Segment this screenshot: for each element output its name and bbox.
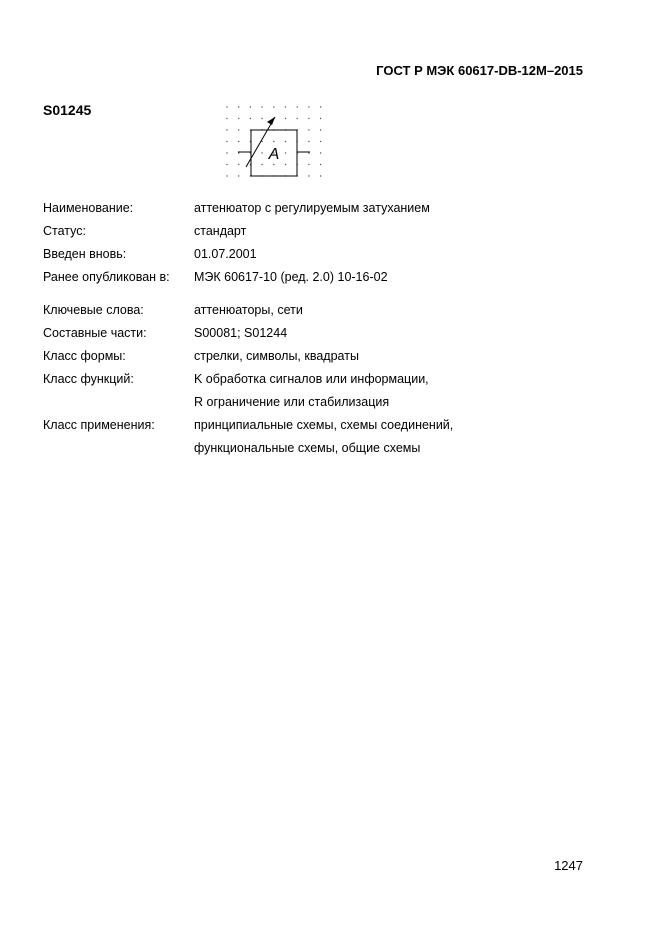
- field-value: функциональные схемы, общие схемы: [194, 440, 421, 455]
- field-label: Ключевые слова:: [43, 302, 144, 317]
- field-value: R ограничение или стабилизация: [194, 394, 390, 409]
- field-label: Статус:: [43, 223, 86, 238]
- document-header: ГОСТ Р МЭК 60617-DB-12M–2015: [376, 63, 583, 78]
- field-label: Класс функций:: [43, 371, 134, 386]
- field-value: аттенюатор с регулируемым затуханием: [194, 200, 430, 215]
- field-value: S00081; S01244: [194, 325, 288, 340]
- properties-list: [43, 196, 453, 459]
- symbol-letter: A: [268, 146, 280, 163]
- attenuator-symbol-diagram: [224, 104, 324, 190]
- field-value: МЭК 60617-10 (ред. 2.0) 10-16-02: [194, 269, 388, 284]
- field-value: принципиальные схемы, схемы соединений,: [194, 417, 454, 432]
- field-row: [43, 196, 453, 219]
- field-label: Составные части:: [43, 325, 147, 340]
- field-label: Ранее опубликован в:: [43, 269, 170, 284]
- field-value: стрелки, символы, квадраты: [194, 348, 359, 363]
- symbol-code: S01245: [43, 102, 92, 118]
- field-label: Введен вновь:: [43, 246, 127, 261]
- field-label: Наименование:: [43, 200, 134, 215]
- field-value: K обработка сигналов или информации,: [194, 371, 429, 386]
- field-row: [43, 242, 453, 265]
- page-number: 1247: [554, 858, 583, 873]
- field-value: аттенюаторы, сети: [194, 302, 303, 317]
- field-value: стандарт: [194, 223, 247, 238]
- field-row: [43, 367, 453, 390]
- field-row: [43, 413, 453, 436]
- field-value: 01.07.2001: [194, 246, 257, 261]
- field-row: [43, 265, 453, 288]
- field-row: [43, 390, 453, 413]
- field-label: Класс формы:: [43, 348, 126, 363]
- field-row: [43, 298, 453, 321]
- field-row: [43, 219, 453, 242]
- field-label: Класс применения:: [43, 417, 155, 432]
- field-row: [43, 344, 453, 367]
- field-row: [43, 436, 453, 459]
- field-row: [43, 321, 453, 344]
